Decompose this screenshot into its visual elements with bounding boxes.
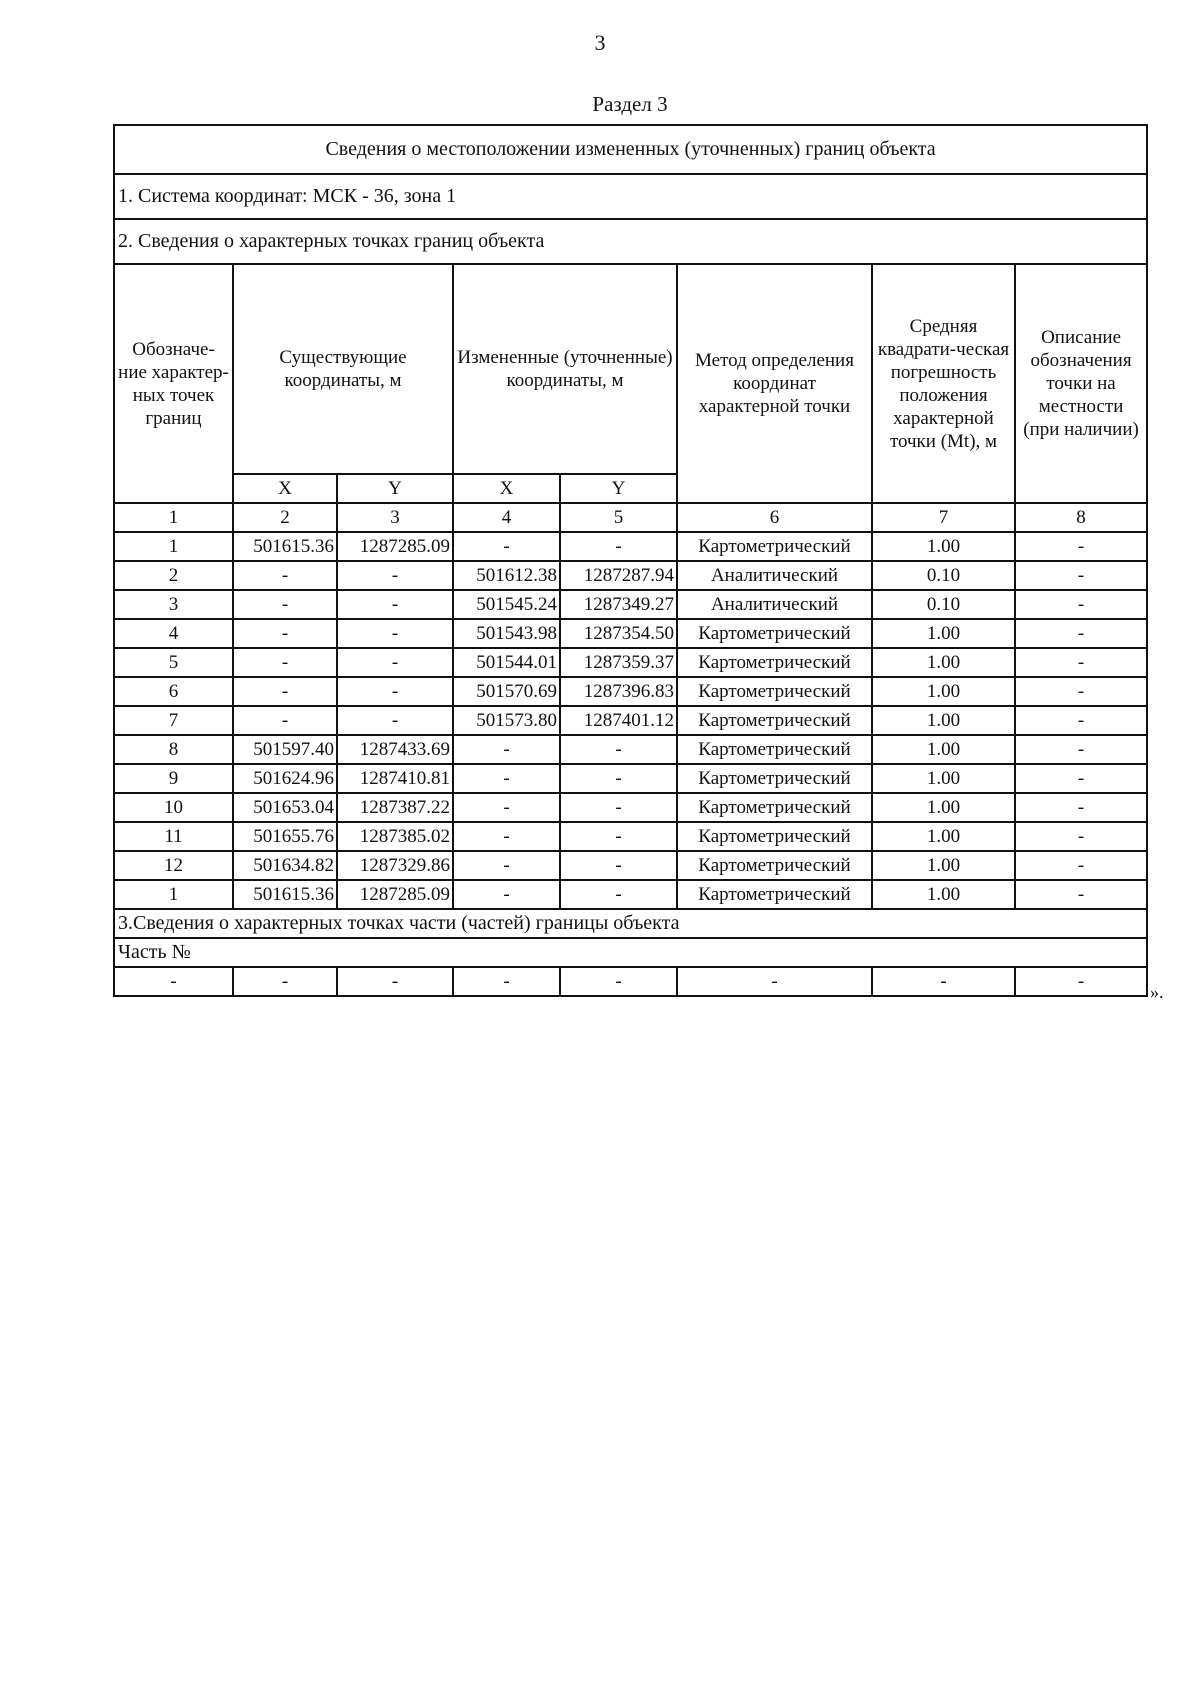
table-row (114, 880, 1147, 909)
mse-cell: 1.00 (872, 822, 1015, 851)
table-title: Сведения о местоположении измененных (уточненных) границ объекта (114, 125, 1147, 174)
description-cell: - (1015, 764, 1147, 793)
part-cell: - (114, 967, 233, 996)
existing-y-cell: 1287285.09 (337, 532, 453, 561)
table-row (114, 648, 1147, 677)
table-row (114, 677, 1147, 706)
header-changed-coordinates: Измененные (уточненные) координаты, м (453, 264, 677, 474)
mse-cell: 1.00 (872, 648, 1015, 677)
mse-cell: 0.10 (872, 561, 1015, 590)
changed-y-cell: - (560, 851, 677, 880)
existing-x-cell: - (233, 677, 337, 706)
existing-x-cell: 501597.40 (233, 735, 337, 764)
method-cell: Картометрический (677, 648, 872, 677)
point-id-cell: 7 (114, 706, 233, 735)
method-cell: Картометрический (677, 532, 872, 561)
existing-x-cell: - (233, 590, 337, 619)
mse-cell: 0.10 (872, 590, 1015, 619)
existing-x-cell: 501624.96 (233, 764, 337, 793)
point-id-cell: 10 (114, 793, 233, 822)
closing-quote: ». (1150, 982, 1164, 1002)
part-cell: - (560, 967, 677, 996)
table-row (114, 532, 1147, 561)
mse-cell: 1.00 (872, 880, 1015, 909)
header-designation: Обозначе-ние характер-ных точек границ (114, 264, 233, 503)
table-row (114, 561, 1147, 590)
point-id-cell: 3 (114, 590, 233, 619)
description-cell: - (1015, 822, 1147, 851)
existing-x-cell: - (233, 648, 337, 677)
existing-y-cell: 1287285.09 (337, 880, 453, 909)
changed-y-cell: - (560, 764, 677, 793)
mse-cell: 1.00 (872, 677, 1015, 706)
table-row (114, 822, 1147, 851)
mse-cell: 1.00 (872, 764, 1015, 793)
description-cell: - (1015, 590, 1147, 619)
method-cell: Картометрический (677, 677, 872, 706)
column-number: 3 (337, 503, 453, 532)
changed-x-cell: 501570.69 (453, 677, 560, 706)
changed-y-cell: 1287354.50 (560, 619, 677, 648)
column-number: 5 (560, 503, 677, 532)
header-existing-y: Y (337, 474, 453, 503)
existing-y-cell: 1287329.86 (337, 851, 453, 880)
mse-cell: 1.00 (872, 793, 1015, 822)
description-cell: - (1015, 619, 1147, 648)
changed-y-cell: 1287359.37 (560, 648, 677, 677)
mse-cell: 1.00 (872, 532, 1015, 561)
existing-x-cell: - (233, 561, 337, 590)
existing-y-cell: 1287387.22 (337, 793, 453, 822)
changed-x-cell: - (453, 880, 560, 909)
method-cell: Картометрический (677, 735, 872, 764)
part-cell: - (872, 967, 1015, 996)
changed-x-cell: 501612.38 (453, 561, 560, 590)
header-description: Описание обозначения точки на местности (при наличии) (1015, 264, 1147, 503)
boundary-points-table (113, 124, 1148, 997)
column-numbers-row (114, 503, 1147, 532)
point-id-cell: 5 (114, 648, 233, 677)
header-method: Метод определения координат характерной точки (677, 264, 872, 503)
column-number: 7 (872, 503, 1015, 532)
description-cell: - (1015, 706, 1147, 735)
part-cell: - (337, 967, 453, 996)
point-id-cell: 11 (114, 822, 233, 851)
changed-y-cell: 1287396.83 (560, 677, 677, 706)
changed-x-cell: - (453, 764, 560, 793)
changed-x-cell: - (453, 532, 560, 561)
coordinate-system: 1. Система координат: МСК - 36, зона 1 (114, 174, 1147, 219)
method-cell: Картометрический (677, 880, 872, 909)
existing-x-cell: 501655.76 (233, 822, 337, 851)
description-cell: - (1015, 677, 1147, 706)
existing-y-cell: 1287433.69 (337, 735, 453, 764)
column-number: 1 (114, 503, 233, 532)
changed-y-cell: - (560, 532, 677, 561)
mse-cell: 1.00 (872, 851, 1015, 880)
description-cell: - (1015, 793, 1147, 822)
mse-cell: 1.00 (872, 735, 1015, 764)
changed-x-cell: 501573.80 (453, 706, 560, 735)
point-id-cell: 6 (114, 677, 233, 706)
table-row (114, 735, 1147, 764)
part-row (114, 967, 1147, 996)
method-cell: Картометрический (677, 822, 872, 851)
part-cell: - (233, 967, 337, 996)
description-cell: - (1015, 561, 1147, 590)
mse-cell: 1.00 (872, 619, 1015, 648)
method-cell: Картометрический (677, 619, 872, 648)
point-id-cell: 9 (114, 764, 233, 793)
existing-y-cell: 1287385.02 (337, 822, 453, 851)
existing-x-cell: 501653.04 (233, 793, 337, 822)
point-id-cell: 8 (114, 735, 233, 764)
changed-y-cell: 1287287.94 (560, 561, 677, 590)
page-number: 3 (594, 30, 606, 55)
description-cell: - (1015, 532, 1147, 561)
column-number: 6 (677, 503, 872, 532)
part-cell: - (453, 967, 560, 996)
existing-y-cell: - (337, 648, 453, 677)
existing-y-cell: - (337, 706, 453, 735)
point-id-cell: 2 (114, 561, 233, 590)
method-cell: Картометрический (677, 793, 872, 822)
existing-y-cell: - (337, 619, 453, 648)
changed-y-cell: - (560, 822, 677, 851)
changed-x-cell: 501544.01 (453, 648, 560, 677)
description-cell: - (1015, 880, 1147, 909)
header-existing-coordinates: Существующие координаты, м (233, 264, 453, 474)
table-row (114, 590, 1147, 619)
existing-x-cell: 501634.82 (233, 851, 337, 880)
method-cell: Картометрический (677, 764, 872, 793)
changed-y-cell: 1287401.12 (560, 706, 677, 735)
table-row (114, 764, 1147, 793)
changed-x-cell: 501545.24 (453, 590, 560, 619)
existing-y-cell: 1287410.81 (337, 764, 453, 793)
table-row (114, 706, 1147, 735)
changed-x-cell: - (453, 735, 560, 764)
changed-x-cell: - (453, 822, 560, 851)
point-id-cell: 1 (114, 880, 233, 909)
description-cell: - (1015, 851, 1147, 880)
changed-y-cell: 1287349.27 (560, 590, 677, 619)
changed-x-cell: - (453, 851, 560, 880)
mse-cell: 1.00 (872, 706, 1015, 735)
changed-x-cell: - (453, 793, 560, 822)
table-row (114, 793, 1147, 822)
point-id-cell: 1 (114, 532, 233, 561)
table-row (114, 851, 1147, 880)
existing-x-cell: - (233, 619, 337, 648)
method-cell: Картометрический (677, 851, 872, 880)
part-cell: - (1015, 967, 1147, 996)
changed-x-cell: 501543.98 (453, 619, 560, 648)
header-mse: Средняя квадрати-ческая погрешность положения характерной точки (Mt), м (872, 264, 1015, 503)
points-heading: 2. Сведения о характерных точках границ объекта (114, 219, 1147, 264)
point-id-cell: 4 (114, 619, 233, 648)
existing-x-cell: 501615.36 (233, 880, 337, 909)
part-label: Часть № (114, 938, 1147, 967)
changed-y-cell: - (560, 735, 677, 764)
header-existing-x: X (233, 474, 337, 503)
changed-y-cell: - (560, 880, 677, 909)
header-changed-x: X (453, 474, 560, 503)
table-row (114, 619, 1147, 648)
description-cell: - (1015, 648, 1147, 677)
existing-x-cell: 501615.36 (233, 532, 337, 561)
changed-y-cell: - (560, 793, 677, 822)
existing-y-cell: - (337, 590, 453, 619)
header-changed-y: Y (560, 474, 677, 503)
description-cell: - (1015, 735, 1147, 764)
part-cell: - (677, 967, 872, 996)
column-number: 4 (453, 503, 560, 532)
column-number: 2 (233, 503, 337, 532)
existing-y-cell: - (337, 677, 453, 706)
method-cell: Аналитический (677, 561, 872, 590)
section-title: Раздел 3 (592, 92, 668, 116)
existing-y-cell: - (337, 561, 453, 590)
column-number: 8 (1015, 503, 1147, 532)
point-id-cell: 12 (114, 851, 233, 880)
section3-heading: 3.Сведения о характерных точках части (частей) границы объекта (114, 909, 1147, 938)
method-cell: Аналитический (677, 590, 872, 619)
method-cell: Картометрический (677, 706, 872, 735)
existing-x-cell: - (233, 706, 337, 735)
